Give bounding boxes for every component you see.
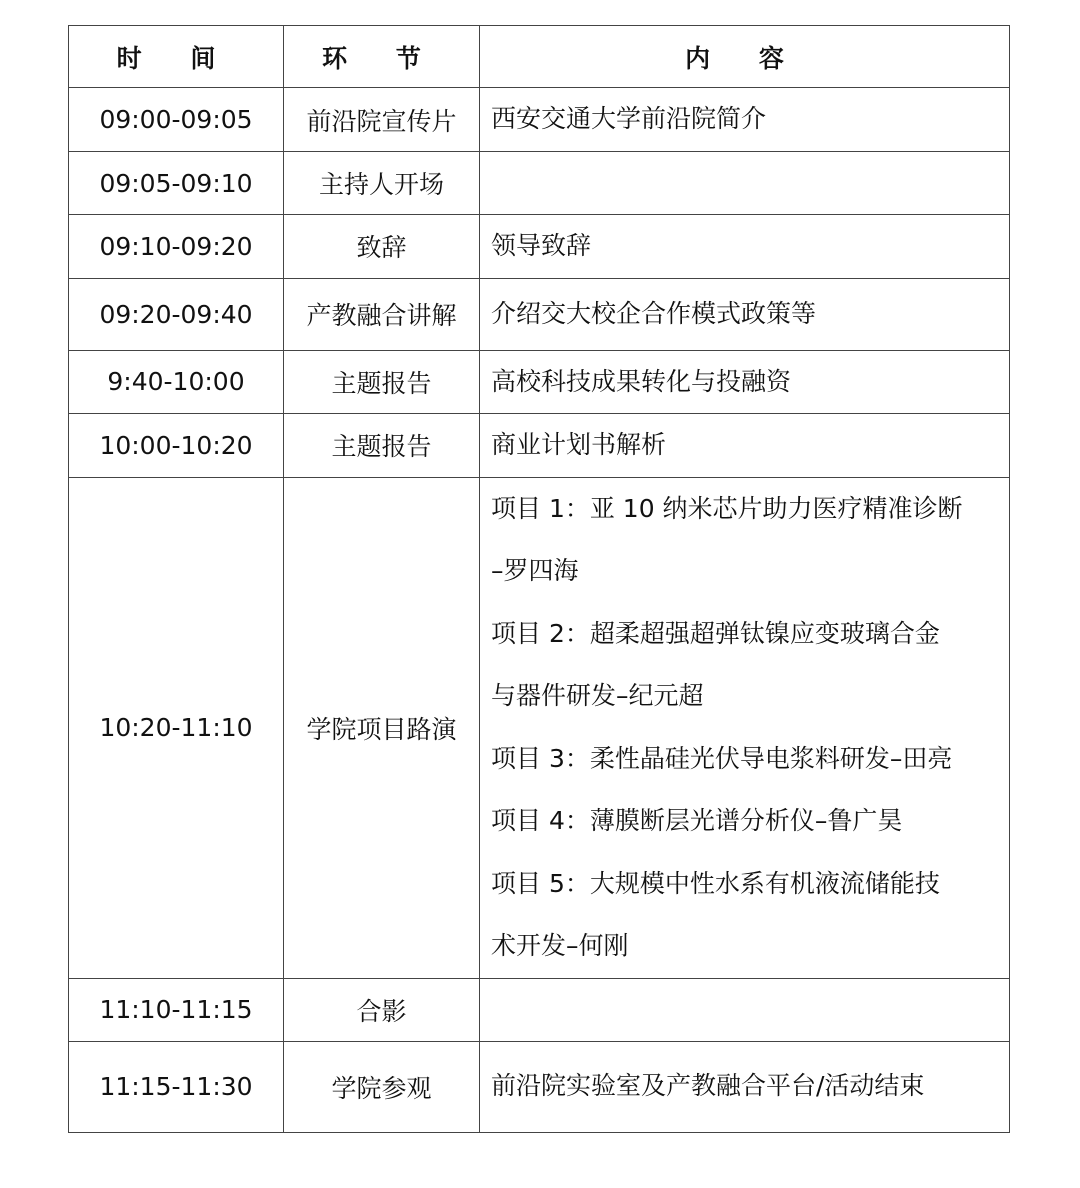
segment-cell: 学院参观 — [284, 1041, 480, 1132]
header-content: 内 容 — [480, 26, 1010, 88]
table-row — [69, 414, 1010, 478]
segment-cell: 前沿院宣传片 — [284, 88, 480, 152]
content-line: 领导致辞 — [491, 231, 592, 260]
content-cell — [480, 215, 1010, 279]
time-cell: 11:15-11:30 — [69, 1041, 284, 1132]
table-row — [69, 1041, 1010, 1132]
segment-cell: 主持人开场 — [284, 152, 480, 215]
content-line: 项目 2：超柔超强超弹钛镍应变玻璃合金 — [491, 618, 940, 648]
content-line: 介绍交大校企合作模式政策等 — [491, 298, 817, 328]
content-cell — [480, 1041, 1010, 1132]
schedule-table — [68, 25, 1010, 1133]
segment-cell: 学院项目路演 — [284, 477, 480, 978]
time-cell: 10:00-10:20 — [69, 414, 284, 478]
content-cell — [480, 414, 1010, 478]
content-line: 与器件研发–纪元超 — [491, 681, 704, 710]
segment-cell: 主题报告 — [284, 350, 480, 414]
table-row — [69, 477, 1010, 978]
header-row — [69, 26, 1010, 88]
content-line: 项目 1：亚 10 纳米芯片助力医疗精准诊断 — [491, 493, 963, 523]
content-cell — [480, 152, 1010, 215]
table-row — [69, 88, 1010, 152]
table-row — [69, 978, 1010, 1041]
content-cell — [480, 477, 1010, 978]
table-row — [69, 350, 1010, 414]
content-line: 前沿院实验室及产教融合平台/活动结束 — [491, 1071, 925, 1101]
content-line: 项目 3：柔性晶硅光伏导电浆料研发–田亮 — [491, 743, 953, 773]
time-cell: 09:10-09:20 — [69, 215, 284, 279]
table-row — [69, 215, 1010, 279]
time-cell: 9:40-10:00 — [69, 350, 284, 414]
table-row — [69, 152, 1010, 215]
time-cell: 09:00-09:05 — [69, 88, 284, 152]
segment-cell: 致辞 — [284, 215, 480, 279]
time-cell: 11:10-11:15 — [69, 978, 284, 1041]
content-line: 术开发–何刚 — [491, 931, 629, 960]
segment-cell: 合影 — [284, 978, 480, 1041]
header-segment: 环 节 — [284, 26, 480, 88]
content-line: 高校科技成果转化与投融资 — [491, 366, 792, 396]
segment-cell: 主题报告 — [284, 414, 480, 478]
time-cell: 10:20-11:10 — [69, 477, 284, 978]
content-line: –罗四海 — [491, 556, 579, 585]
time-cell: 09:05-09:10 — [69, 152, 284, 215]
content-line: 项目 5：大规模中性水系有机液流储能技 — [491, 868, 940, 898]
table-row — [69, 278, 1010, 350]
content-cell — [480, 88, 1010, 152]
header-time: 时 间 — [69, 26, 284, 88]
time-cell: 09:20-09:40 — [69, 278, 284, 350]
content-line: 商业计划书解析 — [491, 430, 667, 459]
content-line: 西安交通大学前沿院简介 — [491, 104, 767, 134]
content-line: 项目 4：薄膜断层光谱分析仪–鲁广昊 — [491, 806, 903, 835]
content-cell — [480, 278, 1010, 350]
content-cell — [480, 350, 1010, 414]
content-cell — [480, 978, 1010, 1041]
segment-cell: 产教融合讲解 — [284, 278, 480, 350]
